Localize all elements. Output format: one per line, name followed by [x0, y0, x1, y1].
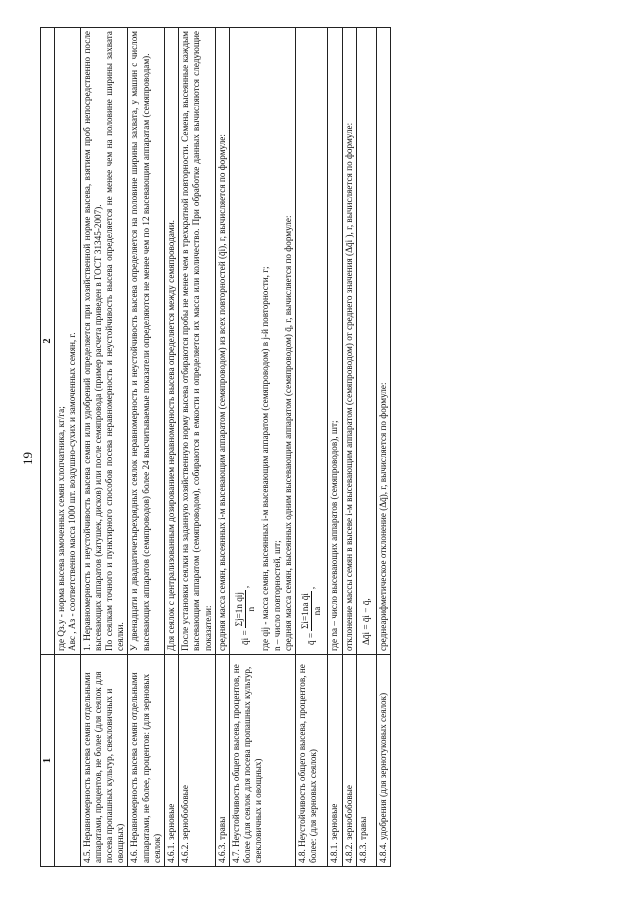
method-cell [179, 28, 216, 655]
table-row [215, 28, 229, 867]
header-col-2: 2 [41, 28, 55, 655]
formula: Δq̄i = q̄i − q̄, [360, 598, 371, 645]
page-number: 19 [20, 452, 35, 465]
formula-tail: , [239, 585, 250, 589]
numerator: Σj=1n qij [234, 590, 246, 628]
method-cell [215, 28, 229, 655]
text-line: отклонение массы семян в высеве i-м высевающим аппаратом (семяпроводом) от среднего значения (Δq̄i ), г, вычисляется по формуле: [343, 122, 354, 651]
method-cell [342, 28, 356, 655]
parameter-cell: 4.6. Неравномерность высева семян отдельными аппаратами, не более, процентов: (для зерновых сеялок) [128, 655, 165, 867]
text-line: У двенадцати и двадцатичетырехрядных сеялок неравномерность и неустойчивость высева определяется на половине ширины захвата, у машин с числом высевающих аппаратов (семяпроводов) более 24 высчитываемые показатели определяются не менее чем по 12 высевающим аппаратам (семяпроводам). [129, 31, 151, 651]
text-line: После установки сеялки на заданную хозяйственную норму высева отбираются пробы не менее чем в трехкратной повторности. Семена, высеянные каждым высевающим аппаратом (семяпроводом), собираются в емкости и определяется их масса или количество. При обработке данных вычисляются следующие показатели: [180, 31, 213, 651]
parameter-cell: 4.5. Неравномерность высева семян отдельными аппаратами, процентов, не более (для сеялок для посева пропашных культур, свекловичных и овощных) [80, 655, 128, 867]
numerator: Σi=1na q̄i [300, 591, 312, 631]
parameter-cell: 4.8.3. травы [356, 655, 376, 867]
table-body [55, 28, 391, 867]
parameter-cell: 4.8.4. удобрения (для зернотуковых сеялок) [377, 655, 391, 867]
denominator: na [312, 606, 323, 616]
formula [300, 31, 323, 645]
table-row [342, 28, 356, 867]
header-row [41, 28, 55, 867]
text-line: Aвс , Aз - соответственно масса 1000 шт. воздушно-сухих и замоченных семян, г. [67, 332, 78, 651]
text-line: n – число повторностей, шт; [271, 540, 282, 651]
text-line: Для сеялок с централизованным дозированием неравномерность высева определяется между семяпроводами. [166, 220, 177, 651]
table-row [128, 28, 165, 867]
method-cell [55, 28, 80, 655]
parameter-cell [55, 655, 80, 867]
parameter-cell: 4.6.3. травы [215, 655, 229, 867]
table-row [179, 28, 216, 867]
header-col-1: 1 [41, 655, 55, 867]
fraction [300, 591, 323, 631]
method-cell [80, 28, 128, 655]
text-line: средняя масса семян, высеянных одним высевающим аппаратом (семяпроводом) q̄, г, вычисляется по формуле: [282, 215, 293, 651]
table-row [296, 28, 328, 867]
method-cell [356, 28, 376, 655]
table-row [165, 28, 179, 867]
parameter-cell: 4.6.2. зернобобовые [179, 655, 216, 867]
method-cell [377, 28, 391, 655]
parameter-cell: 4.8. Неустойчивость общего высева, процентов, не более: (для зерновых сеялок) [296, 655, 328, 867]
parameter-cell: 4.6.1. зерновые [165, 655, 179, 867]
table-row [230, 28, 296, 867]
table-row [356, 28, 376, 867]
formula-lhs: q̄i = [239, 630, 250, 645]
fraction [234, 590, 257, 628]
method-cell [128, 28, 165, 655]
parameter-cell: 4.8.2. зернобобовые [342, 655, 356, 867]
formula-tail: , [305, 586, 316, 590]
table-row [377, 28, 391, 867]
table-row [55, 28, 80, 867]
parameter-cell: 4.8.1. зерновые [328, 655, 342, 867]
formula [234, 31, 257, 645]
text-line: среднеарифметическое отклонение (Δq̄), г, вычисляется по формуле: [378, 382, 389, 651]
text-line: где Qз.у - норма высева замоченных семян хлопчатника, кг/га; [56, 406, 67, 651]
text-line: По сеялкам точного и пунктирного способов посева неравномерность и неустойчивость высева определяется не менее чем на половине ширины захвата сеялки. [104, 31, 126, 651]
method-cell [230, 28, 296, 655]
text-line: средняя масса семян, высеянных i-м высевающим аппаратом (семяпроводом) из всех повторностей (q̄i), г, вычисляется по формуле: [216, 134, 227, 651]
table-row [80, 28, 128, 867]
spec-table [40, 27, 391, 867]
method-cell [328, 28, 342, 655]
method-cell [296, 28, 328, 655]
formula-lhs: q̄ = [305, 632, 316, 645]
denominator: n [246, 606, 257, 612]
text-line: 1. Неравномерность и неустойчивость высева семян или удобрений определяется при хозяйственной норме высева, взятием проб непосредственно после высевающих аппаратов (катушек, дисков) или после семяпровода (пример расчета приведен в ГОСТ 31345-2007). [81, 31, 103, 651]
parameter-cell: 4.7. Неустойчивость общего высева, процентов, не более (для сеялок для посева пропашных культур, свекловичных и овощных) [230, 655, 296, 867]
method-cell [165, 28, 179, 655]
text-line: где nа – число высевающих аппаратов (семяпроводов), шт; [329, 420, 340, 651]
table-row [328, 28, 342, 867]
text-line: где qij - масса семян, высеянных i-м высевающим аппаратом (семяпроводом) в j-й повторности, г; [260, 266, 271, 651]
